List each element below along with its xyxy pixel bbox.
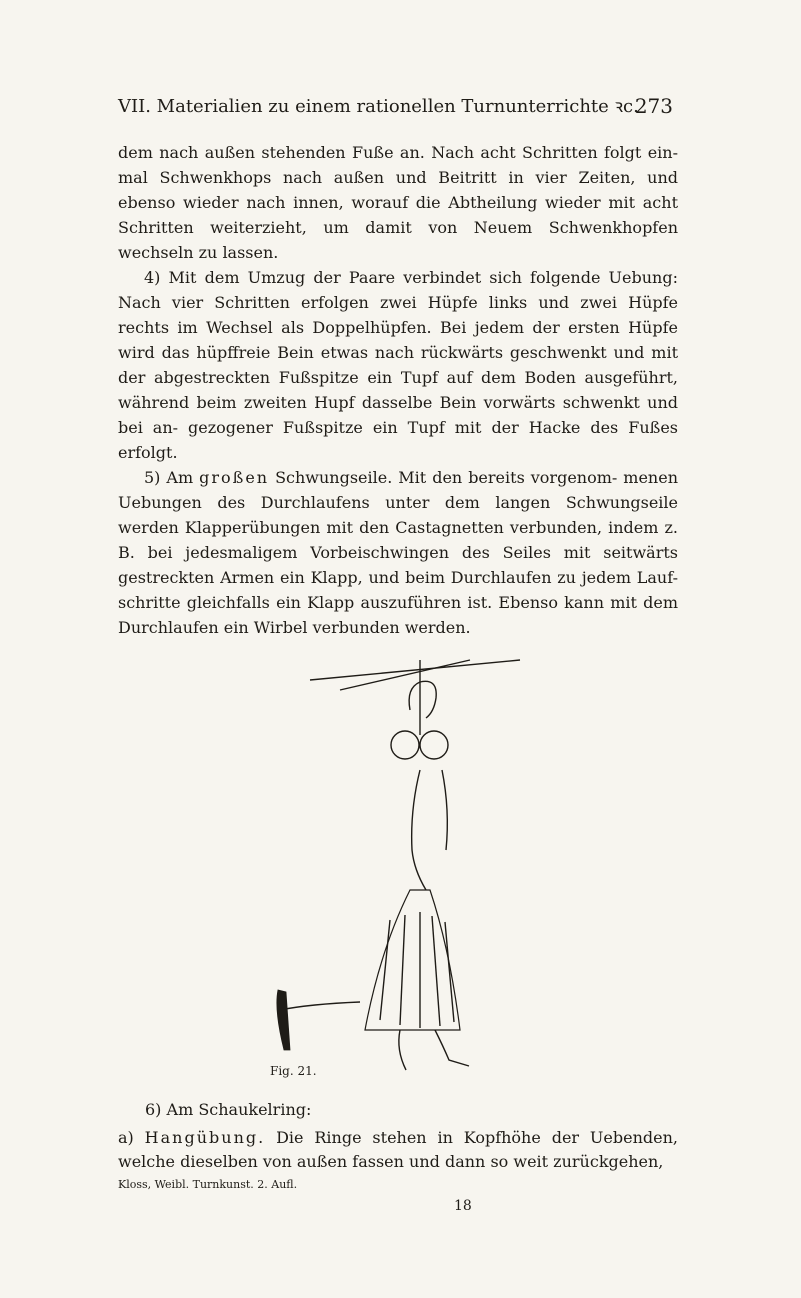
paragraph-item-4: 4) Mit dem Umzug der Paare verbindet sich folgende Uebung: Nach vier Schritten erfolgen zwei Hüpfe links und zwei Hüpfe rechts im Wechsel als Doppelhüpfen. Bei jedem der ersten Hüpfe wird das hüpffreie Bein etwas nach rückwärts geschwenkt und mit der abgestreckten Fußspitze ein Tupf auf dem Boden ausgeführt, während beim zweiten Hupf dasselbe Bein vorwärts schwenkt und bei an- gezogener Fußspitze ein Tupf mit der Hacke des Fußes erfolgt. xyxy=(118,268,678,462)
footnote: Kloss, Weibl. Turnkunst. 2. Aufl. xyxy=(118,1178,298,1191)
running-header xyxy=(118,94,673,120)
item6a-body: Die Ringe stehen in Kopfhöhe der Uebenden, welche dieselben von außen fassen und dann so weit zurückgehen, xyxy=(118,1128,679,1171)
figure-caption: Fig. 21. xyxy=(270,1064,317,1078)
item5-emphasis: großen xyxy=(199,468,270,487)
item5-text: Schwungseile. Mit den bereits vorgenom- menen Uebungen des Durchlaufens unter dem langen Schwungseile werden Klapperübungen mit den Castagnetten verbunden, indem z. B. bei jedesmaligem Vorbeischwingen des Seiles mit seitwärts gestreckten Armen ein Klapp, und beim Durchlaufen zu jedem Lauf- schritte gleichfalls ein Klapp auszuführen ist. Ebenso kann mit dem Durchlaufen ein Wirbel verbunden werden. xyxy=(118,468,678,637)
item-6-heading: 6) Am Schaukelring: xyxy=(145,1100,312,1119)
item-6a-text xyxy=(118,1126,678,1174)
item5-lead: 5) Am xyxy=(144,468,200,487)
paragraph-continuation: dem nach außen stehenden Fuße an. Nach acht Schritten folgt ein- mal Schwenkhops nach außen und Beitritt in vier Zeiten, und ebenso wieder nach innen, worauf die Abtheilung wieder mit acht Schritten weiterzieht, um damit von Neuem Schwenkhopfen wechseln zu lassen. xyxy=(118,143,678,262)
printer-signature: 18 xyxy=(454,1198,472,1214)
item6a-label: a) xyxy=(118,1128,145,1147)
swing-rings-illustration xyxy=(270,650,540,1090)
item6a-emphasis: Hangübung. xyxy=(144,1128,266,1147)
page-number: 273 xyxy=(634,94,673,118)
body-text xyxy=(118,140,678,640)
chapter-title: VII. Materialien zu einem rationellen Turnunterrichte ꝛc. xyxy=(118,96,639,117)
figure-21 xyxy=(270,650,540,1090)
paragraph-item-5 xyxy=(118,465,678,640)
